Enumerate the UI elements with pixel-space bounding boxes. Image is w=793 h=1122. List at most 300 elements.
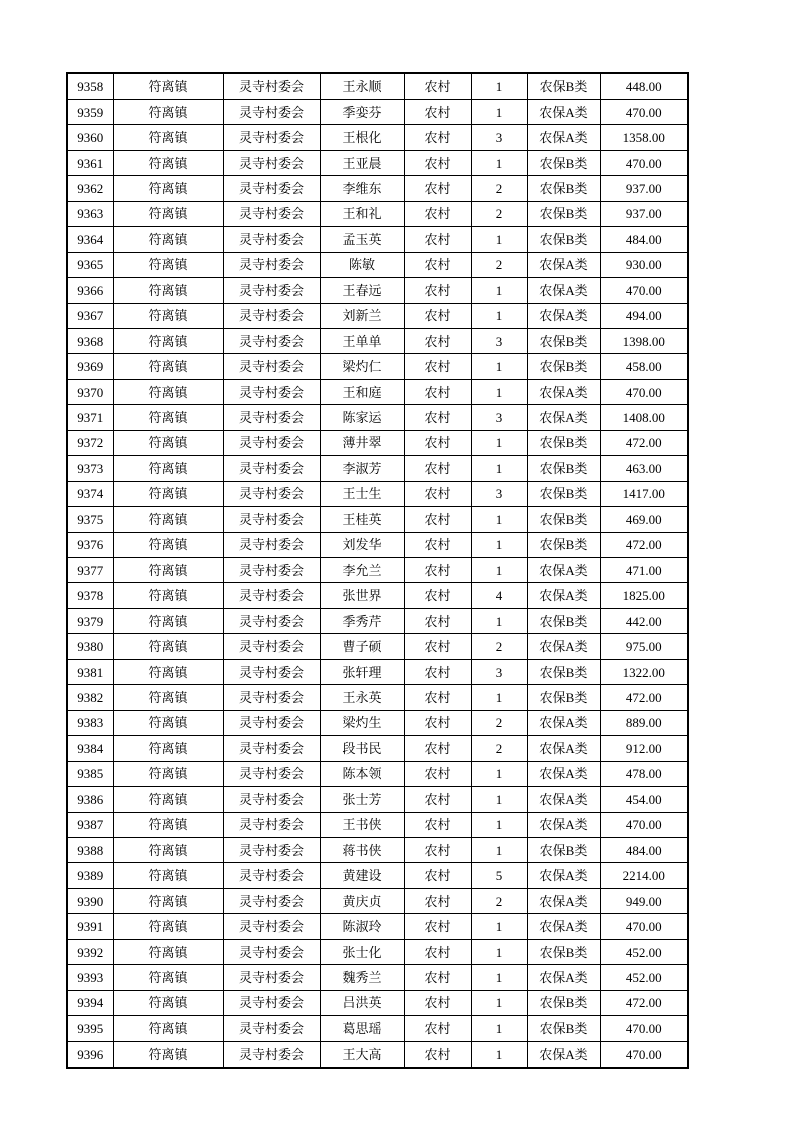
cell-town: 符离镇 <box>113 379 223 404</box>
cell-person-name: 王永英 <box>320 685 404 710</box>
cell-amount: 478.00 <box>600 761 688 786</box>
cell-insurance-type: 农保A类 <box>527 736 600 761</box>
cell-person-count: 1 <box>471 685 527 710</box>
cell-insurance-type: 农保B类 <box>527 608 600 633</box>
cell-person-count: 1 <box>471 379 527 404</box>
cell-insurance-type: 农保B类 <box>527 456 600 481</box>
payment-roster-table-body <box>67 73 688 1068</box>
cell-town: 符离镇 <box>113 710 223 735</box>
cell-person-count: 1 <box>471 558 527 583</box>
cell-record-id: 9366 <box>67 278 113 303</box>
cell-amount: 454.00 <box>600 787 688 812</box>
cell-village-committee: 灵寺村委会 <box>223 328 320 353</box>
cell-insurance-type: 农保A类 <box>527 710 600 735</box>
cell-town: 符离镇 <box>113 990 223 1015</box>
cell-residence-type: 农村 <box>404 914 471 939</box>
table-row <box>67 379 688 404</box>
table-row <box>67 608 688 633</box>
cell-town: 符离镇 <box>113 125 223 150</box>
cell-residence-type: 农村 <box>404 252 471 277</box>
cell-residence-type: 农村 <box>404 227 471 252</box>
cell-town: 符离镇 <box>113 888 223 913</box>
cell-amount: 1417.00 <box>600 481 688 506</box>
table-row <box>67 634 688 659</box>
cell-amount: 484.00 <box>600 227 688 252</box>
cell-person-name: 王春远 <box>320 278 404 303</box>
cell-village-committee: 灵寺村委会 <box>223 685 320 710</box>
cell-amount: 470.00 <box>600 379 688 404</box>
cell-person-name: 王桂英 <box>320 507 404 532</box>
cell-residence-type: 农村 <box>404 354 471 379</box>
cell-residence-type: 农村 <box>404 532 471 557</box>
cell-amount: 1398.00 <box>600 328 688 353</box>
cell-town: 符离镇 <box>113 456 223 481</box>
cell-record-id: 9384 <box>67 736 113 761</box>
cell-person-count: 1 <box>471 914 527 939</box>
cell-person-count: 1 <box>471 278 527 303</box>
cell-town: 符离镇 <box>113 252 223 277</box>
cell-residence-type: 农村 <box>404 812 471 837</box>
cell-village-committee: 灵寺村委会 <box>223 99 320 124</box>
cell-town: 符离镇 <box>113 634 223 659</box>
cell-insurance-type: 农保B类 <box>527 532 600 557</box>
cell-amount: 2214.00 <box>600 863 688 888</box>
table-row <box>67 787 688 812</box>
cell-village-committee: 灵寺村委会 <box>223 787 320 812</box>
table-row <box>67 252 688 277</box>
cell-insurance-type: 农保B类 <box>527 150 600 175</box>
cell-insurance-type: 农保A类 <box>527 812 600 837</box>
cell-record-id: 9373 <box>67 456 113 481</box>
cell-amount: 471.00 <box>600 558 688 583</box>
cell-record-id: 9388 <box>67 838 113 863</box>
cell-insurance-type: 农保A类 <box>527 252 600 277</box>
cell-person-name: 蒋书侠 <box>320 838 404 863</box>
cell-person-count: 1 <box>471 99 527 124</box>
cell-residence-type: 农村 <box>404 863 471 888</box>
table-row <box>67 939 688 964</box>
cell-village-committee: 灵寺村委会 <box>223 379 320 404</box>
cell-person-count: 2 <box>471 710 527 735</box>
cell-person-count: 4 <box>471 583 527 608</box>
cell-amount: 472.00 <box>600 532 688 557</box>
cell-person-name: 刘新兰 <box>320 303 404 328</box>
cell-person-count: 3 <box>471 405 527 430</box>
cell-insurance-type: 农保B类 <box>527 1016 600 1041</box>
cell-residence-type: 农村 <box>404 659 471 684</box>
cell-residence-type: 农村 <box>404 1016 471 1041</box>
cell-amount: 1358.00 <box>600 125 688 150</box>
cell-person-name: 陈家运 <box>320 405 404 430</box>
cell-residence-type: 农村 <box>404 303 471 328</box>
table-row <box>67 405 688 430</box>
table-row <box>67 176 688 201</box>
table-row <box>67 1041 688 1068</box>
cell-person-name: 王和庭 <box>320 379 404 404</box>
table-row <box>67 1016 688 1041</box>
cell-residence-type: 农村 <box>404 736 471 761</box>
cell-amount: 470.00 <box>600 914 688 939</box>
cell-town: 符离镇 <box>113 838 223 863</box>
cell-record-id: 9378 <box>67 583 113 608</box>
cell-record-id: 9389 <box>67 863 113 888</box>
cell-record-id: 9363 <box>67 201 113 226</box>
table-row <box>67 558 688 583</box>
cell-person-name: 王大高 <box>320 1041 404 1068</box>
table-row <box>67 583 688 608</box>
cell-record-id: 9374 <box>67 481 113 506</box>
cell-village-committee: 灵寺村委会 <box>223 354 320 379</box>
cell-town: 符离镇 <box>113 481 223 506</box>
cell-person-count: 3 <box>471 125 527 150</box>
cell-record-id: 9359 <box>67 99 113 124</box>
cell-amount: 912.00 <box>600 736 688 761</box>
cell-town: 符离镇 <box>113 736 223 761</box>
table-row <box>67 838 688 863</box>
cell-amount: 1322.00 <box>600 659 688 684</box>
cell-record-id: 9394 <box>67 990 113 1015</box>
cell-residence-type: 农村 <box>404 99 471 124</box>
cell-residence-type: 农村 <box>404 838 471 863</box>
table-row <box>67 532 688 557</box>
cell-amount: 937.00 <box>600 176 688 201</box>
cell-record-id: 9387 <box>67 812 113 837</box>
cell-record-id: 9358 <box>67 73 113 99</box>
cell-person-count: 1 <box>471 1041 527 1068</box>
cell-village-committee: 灵寺村委会 <box>223 303 320 328</box>
cell-village-committee: 灵寺村委会 <box>223 176 320 201</box>
cell-insurance-type: 农保B类 <box>527 838 600 863</box>
cell-amount: 1408.00 <box>600 405 688 430</box>
cell-person-name: 王亚晨 <box>320 150 404 175</box>
table-row <box>67 456 688 481</box>
cell-insurance-type: 农保A类 <box>527 278 600 303</box>
cell-insurance-type: 农保A类 <box>527 888 600 913</box>
cell-person-count: 2 <box>471 201 527 226</box>
table-row <box>67 710 688 735</box>
cell-person-name: 张世界 <box>320 583 404 608</box>
cell-town: 符离镇 <box>113 354 223 379</box>
cell-person-count: 1 <box>471 227 527 252</box>
cell-person-name: 李维东 <box>320 176 404 201</box>
cell-person-count: 3 <box>471 328 527 353</box>
cell-insurance-type: 农保B类 <box>527 227 600 252</box>
cell-insurance-type: 农保B类 <box>527 507 600 532</box>
cell-insurance-type: 农保A类 <box>527 583 600 608</box>
cell-residence-type: 农村 <box>404 481 471 506</box>
cell-town: 符离镇 <box>113 150 223 175</box>
cell-village-committee: 灵寺村委会 <box>223 863 320 888</box>
cell-person-count: 1 <box>471 838 527 863</box>
cell-village-committee: 灵寺村委会 <box>223 838 320 863</box>
cell-village-committee: 灵寺村委会 <box>223 73 320 99</box>
cell-insurance-type: 农保A类 <box>527 914 600 939</box>
cell-record-id: 9368 <box>67 328 113 353</box>
cell-person-count: 1 <box>471 430 527 455</box>
cell-person-count: 5 <box>471 863 527 888</box>
cell-person-count: 2 <box>471 634 527 659</box>
cell-person-count: 1 <box>471 965 527 990</box>
cell-town: 符离镇 <box>113 965 223 990</box>
cell-amount: 469.00 <box>600 507 688 532</box>
cell-residence-type: 农村 <box>404 1041 471 1068</box>
cell-town: 符离镇 <box>113 583 223 608</box>
cell-record-id: 9369 <box>67 354 113 379</box>
cell-town: 符离镇 <box>113 507 223 532</box>
table-row <box>67 303 688 328</box>
table-row <box>67 507 688 532</box>
cell-person-name: 张士芳 <box>320 787 404 812</box>
cell-insurance-type: 农保B类 <box>527 939 600 964</box>
cell-village-committee: 灵寺村委会 <box>223 227 320 252</box>
cell-person-name: 王和礼 <box>320 201 404 226</box>
cell-insurance-type: 农保A类 <box>527 863 600 888</box>
cell-residence-type: 农村 <box>404 939 471 964</box>
cell-insurance-type: 农保B类 <box>527 659 600 684</box>
cell-person-count: 1 <box>471 150 527 175</box>
cell-insurance-type: 农保A类 <box>527 787 600 812</box>
cell-residence-type: 农村 <box>404 888 471 913</box>
cell-village-committee: 灵寺村委会 <box>223 736 320 761</box>
cell-village-committee: 灵寺村委会 <box>223 659 320 684</box>
cell-village-committee: 灵寺村委会 <box>223 710 320 735</box>
cell-person-name: 张士化 <box>320 939 404 964</box>
cell-residence-type: 农村 <box>404 990 471 1015</box>
cell-residence-type: 农村 <box>404 634 471 659</box>
cell-person-name: 王根化 <box>320 125 404 150</box>
table-row <box>67 150 688 175</box>
cell-residence-type: 农村 <box>404 278 471 303</box>
cell-village-committee: 灵寺村委会 <box>223 990 320 1015</box>
cell-village-committee: 灵寺村委会 <box>223 150 320 175</box>
cell-amount: 472.00 <box>600 990 688 1015</box>
cell-residence-type: 农村 <box>404 558 471 583</box>
cell-town: 符离镇 <box>113 863 223 888</box>
cell-person-name: 孟玉英 <box>320 227 404 252</box>
cell-person-count: 1 <box>471 507 527 532</box>
payment-roster-table <box>66 72 689 1069</box>
cell-person-name: 张轩理 <box>320 659 404 684</box>
cell-person-count: 1 <box>471 73 527 99</box>
table-row <box>67 227 688 252</box>
cell-record-id: 9375 <box>67 507 113 532</box>
cell-amount: 484.00 <box>600 838 688 863</box>
cell-amount: 937.00 <box>600 201 688 226</box>
cell-village-committee: 灵寺村委会 <box>223 812 320 837</box>
cell-person-count: 3 <box>471 659 527 684</box>
cell-record-id: 9396 <box>67 1041 113 1068</box>
cell-amount: 452.00 <box>600 939 688 964</box>
cell-record-id: 9383 <box>67 710 113 735</box>
cell-insurance-type: 农保A类 <box>527 761 600 786</box>
cell-record-id: 9362 <box>67 176 113 201</box>
cell-insurance-type: 农保B类 <box>527 328 600 353</box>
cell-village-committee: 灵寺村委会 <box>223 558 320 583</box>
cell-town: 符离镇 <box>113 761 223 786</box>
cell-person-name: 李允兰 <box>320 558 404 583</box>
cell-residence-type: 农村 <box>404 176 471 201</box>
cell-residence-type: 农村 <box>404 787 471 812</box>
cell-town: 符离镇 <box>113 176 223 201</box>
cell-record-id: 9371 <box>67 405 113 430</box>
cell-insurance-type: 农保B类 <box>527 990 600 1015</box>
cell-village-committee: 灵寺村委会 <box>223 608 320 633</box>
cell-town: 符离镇 <box>113 608 223 633</box>
cell-person-name: 魏秀兰 <box>320 965 404 990</box>
cell-record-id: 9390 <box>67 888 113 913</box>
cell-village-committee: 灵寺村委会 <box>223 481 320 506</box>
table-row <box>67 888 688 913</box>
cell-amount: 463.00 <box>600 456 688 481</box>
cell-town: 符离镇 <box>113 787 223 812</box>
cell-amount: 470.00 <box>600 1041 688 1068</box>
cell-amount: 494.00 <box>600 303 688 328</box>
cell-person-name: 梁灼仁 <box>320 354 404 379</box>
cell-person-name: 葛思瑶 <box>320 1016 404 1041</box>
cell-amount: 472.00 <box>600 430 688 455</box>
table-row <box>67 328 688 353</box>
cell-person-name: 王单单 <box>320 328 404 353</box>
cell-amount: 470.00 <box>600 812 688 837</box>
cell-village-committee: 灵寺村委会 <box>223 252 320 277</box>
cell-person-count: 1 <box>471 1016 527 1041</box>
cell-person-name: 季秀芹 <box>320 608 404 633</box>
cell-person-name: 王永顺 <box>320 73 404 99</box>
cell-insurance-type: 农保A类 <box>527 379 600 404</box>
cell-residence-type: 农村 <box>404 965 471 990</box>
cell-record-id: 9365 <box>67 252 113 277</box>
table-row <box>67 990 688 1015</box>
cell-village-committee: 灵寺村委会 <box>223 888 320 913</box>
table-row <box>67 99 688 124</box>
cell-record-id: 9391 <box>67 914 113 939</box>
table-row <box>67 812 688 837</box>
table-row <box>67 430 688 455</box>
cell-insurance-type: 农保A类 <box>527 558 600 583</box>
cell-village-committee: 灵寺村委会 <box>223 430 320 455</box>
cell-record-id: 9372 <box>67 430 113 455</box>
cell-person-name: 陈敏 <box>320 252 404 277</box>
cell-village-committee: 灵寺村委会 <box>223 1041 320 1068</box>
cell-amount: 470.00 <box>600 150 688 175</box>
cell-town: 符离镇 <box>113 532 223 557</box>
cell-record-id: 9377 <box>67 558 113 583</box>
cell-record-id: 9382 <box>67 685 113 710</box>
cell-village-committee: 灵寺村委会 <box>223 507 320 532</box>
cell-person-name: 薄井翠 <box>320 430 404 455</box>
cell-village-committee: 灵寺村委会 <box>223 201 320 226</box>
table-row <box>67 863 688 888</box>
cell-amount: 442.00 <box>600 608 688 633</box>
cell-insurance-type: 农保B类 <box>527 354 600 379</box>
table-row <box>67 736 688 761</box>
table-sheet <box>66 72 689 1069</box>
cell-town: 符离镇 <box>113 939 223 964</box>
cell-village-committee: 灵寺村委会 <box>223 965 320 990</box>
cell-person-count: 1 <box>471 761 527 786</box>
cell-amount: 448.00 <box>600 73 688 99</box>
cell-residence-type: 农村 <box>404 710 471 735</box>
cell-record-id: 9380 <box>67 634 113 659</box>
cell-insurance-type: 农保B类 <box>527 430 600 455</box>
cell-record-id: 9364 <box>67 227 113 252</box>
cell-amount: 1825.00 <box>600 583 688 608</box>
cell-record-id: 9395 <box>67 1016 113 1041</box>
cell-insurance-type: 农保B类 <box>527 481 600 506</box>
cell-village-committee: 灵寺村委会 <box>223 583 320 608</box>
cell-town: 符离镇 <box>113 278 223 303</box>
cell-residence-type: 农村 <box>404 608 471 633</box>
cell-person-count: 1 <box>471 939 527 964</box>
cell-person-name: 黄庆贞 <box>320 888 404 913</box>
cell-record-id: 9376 <box>67 532 113 557</box>
table-row <box>67 354 688 379</box>
cell-town: 符离镇 <box>113 303 223 328</box>
cell-insurance-type: 农保B类 <box>527 201 600 226</box>
cell-town: 符离镇 <box>113 1016 223 1041</box>
cell-village-committee: 灵寺村委会 <box>223 532 320 557</box>
table-row <box>67 125 688 150</box>
cell-insurance-type: 农保A类 <box>527 634 600 659</box>
cell-town: 符离镇 <box>113 1041 223 1068</box>
cell-village-committee: 灵寺村委会 <box>223 939 320 964</box>
cell-record-id: 9381 <box>67 659 113 684</box>
cell-village-committee: 灵寺村委会 <box>223 456 320 481</box>
cell-insurance-type: 农保B类 <box>527 176 600 201</box>
cell-village-committee: 灵寺村委会 <box>223 1016 320 1041</box>
cell-residence-type: 农村 <box>404 125 471 150</box>
cell-person-count: 1 <box>471 354 527 379</box>
cell-insurance-type: 农保A类 <box>527 303 600 328</box>
cell-person-count: 2 <box>471 252 527 277</box>
cell-village-committee: 灵寺村委会 <box>223 634 320 659</box>
cell-insurance-type: 农保A类 <box>527 99 600 124</box>
cell-amount: 975.00 <box>600 634 688 659</box>
cell-record-id: 9370 <box>67 379 113 404</box>
cell-record-id: 9379 <box>67 608 113 633</box>
cell-town: 符离镇 <box>113 73 223 99</box>
cell-insurance-type: 农保A类 <box>527 125 600 150</box>
cell-town: 符离镇 <box>113 914 223 939</box>
cell-record-id: 9386 <box>67 787 113 812</box>
table-row <box>67 73 688 99</box>
cell-person-count: 3 <box>471 481 527 506</box>
cell-person-name: 王书侠 <box>320 812 404 837</box>
cell-person-count: 1 <box>471 532 527 557</box>
cell-amount: 472.00 <box>600 685 688 710</box>
cell-person-count: 1 <box>471 990 527 1015</box>
cell-town: 符离镇 <box>113 812 223 837</box>
cell-amount: 470.00 <box>600 99 688 124</box>
cell-amount: 470.00 <box>600 278 688 303</box>
cell-person-name: 刘发华 <box>320 532 404 557</box>
cell-insurance-type: 农保B类 <box>527 73 600 99</box>
cell-residence-type: 农村 <box>404 405 471 430</box>
cell-record-id: 9393 <box>67 965 113 990</box>
cell-person-name: 吕洪英 <box>320 990 404 1015</box>
cell-amount: 452.00 <box>600 965 688 990</box>
table-row <box>67 481 688 506</box>
cell-person-name: 段书民 <box>320 736 404 761</box>
cell-town: 符离镇 <box>113 328 223 353</box>
cell-person-name: 曹子硕 <box>320 634 404 659</box>
cell-record-id: 9361 <box>67 150 113 175</box>
cell-amount: 930.00 <box>600 252 688 277</box>
cell-town: 符离镇 <box>113 659 223 684</box>
cell-amount: 470.00 <box>600 1016 688 1041</box>
cell-town: 符离镇 <box>113 201 223 226</box>
cell-town: 符离镇 <box>113 430 223 455</box>
